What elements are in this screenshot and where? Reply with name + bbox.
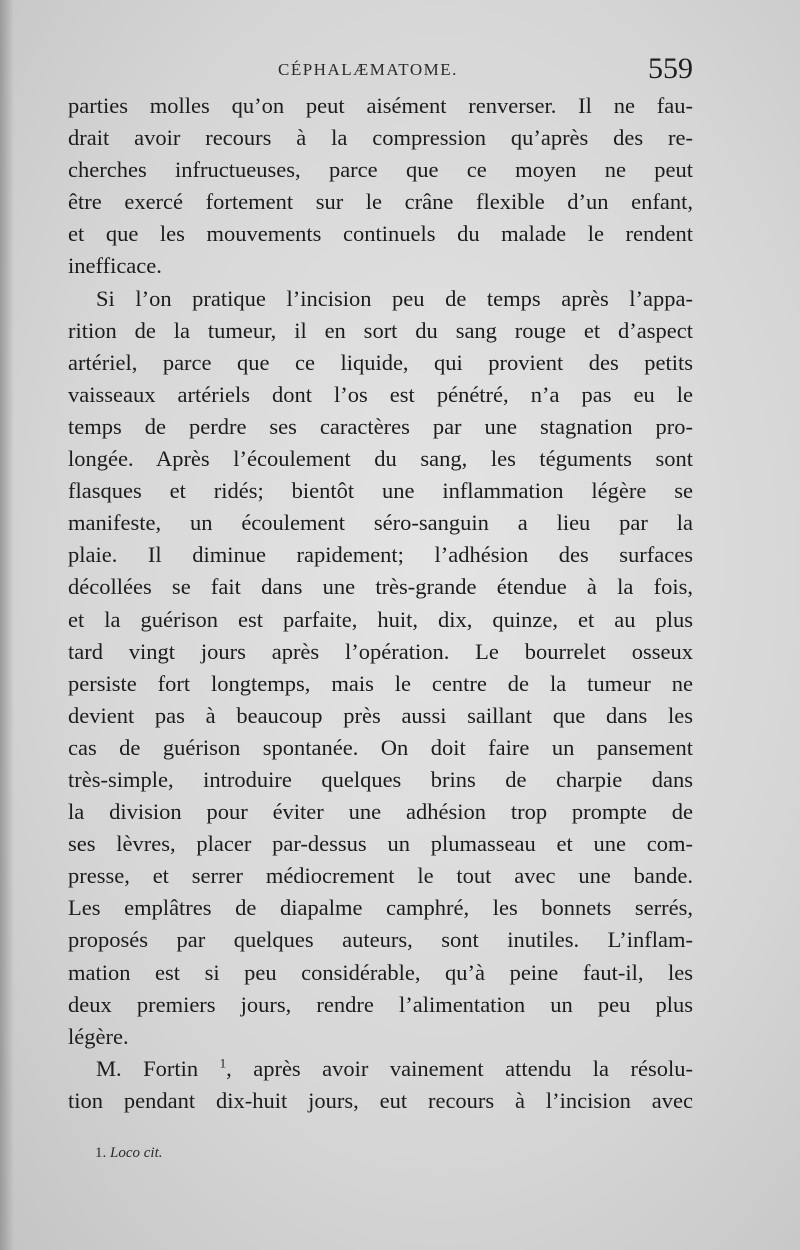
text-line: et la guérison est parfaite, huit, dix, quinze, et au plus	[68, 606, 693, 632]
text-line: mation est si peu considérable, qu’à peine faut-il, les	[68, 959, 693, 985]
text-line: rition de la tumeur, il en sort du sang rouge et d’aspect	[68, 317, 693, 343]
text-line: très-simple, introduire quelques brins de charpie dans	[68, 766, 693, 792]
text-line: deux premiers jours, rendre l’alimentation un peu plus	[68, 991, 693, 1017]
text-line: décollées se fait dans une très-grande étendue à la fois,	[68, 574, 693, 600]
text-line: flasques et ridés; bientôt une inflammation légère se	[68, 478, 693, 504]
text-line: drait avoir recours à la compression qu’après des re-	[68, 125, 693, 151]
text-line: légère.	[68, 1023, 129, 1049]
text-line: Les emplâtres de diapalme camphré, les bonnets serrés,	[68, 895, 693, 921]
text-line: la division pour éviter une adhésion trop prompte de	[68, 799, 693, 825]
page-gutter-shadow	[0, 0, 14, 1250]
footnote-text: Loco cit.	[110, 1145, 163, 1161]
page-number: 559	[648, 52, 693, 85]
text-line: tard vingt jours après l’opération. Le bourrelet osseux	[68, 638, 693, 664]
footnote-number: 1.	[95, 1145, 107, 1161]
fortin-line-rest: , après avoir vainement attendu la résolu-	[226, 1055, 693, 1081]
fortin-name: M. Fortin	[96, 1055, 199, 1081]
text-line: être exercé fortement sur le crâne flexible d’un enfant,	[68, 189, 693, 215]
text-line: Si l’on pratique l’incision peu de temps après l’appa-	[96, 285, 693, 311]
text-line: presse, et serrer médiocrement le tout avec une bande.	[68, 863, 693, 889]
text-line: persiste fort longtemps, mais le centre de la tumeur ne	[68, 670, 693, 696]
text-line: et que les mouvements continuels du malade le rendent	[68, 221, 693, 247]
text-line: inefficace.	[68, 253, 162, 279]
body-text	[68, 90, 693, 1117]
text-line: parties molles qu’on peut aisément renverser. Il ne fau-	[68, 93, 693, 118]
text-line: tion pendant dix-huit jours, eut recours à l’incision avec	[68, 1087, 693, 1113]
running-title: CÉPHALÆMATOME.	[278, 60, 458, 79]
text-line: ses lèvres, placer par-dessus un plumasseau et une com-	[68, 831, 693, 857]
text-line: temps de perdre ses caractères par une stagnation pro-	[68, 413, 693, 439]
text-line: devient pas à beaucoup près aussi saillant que dans les	[68, 702, 693, 728]
text-line: longée. Après l’écoulement du sang, les téguments sont	[68, 446, 693, 472]
footnote-mark: 1	[219, 1055, 227, 1071]
text-line-fortin	[68, 1053, 693, 1085]
text-line: vaisseaux artériels dont l’os est pénétré, n’a pas eu le	[68, 381, 693, 407]
text-line: proposés par quelques auteurs, sont inutiles. L’inflam-	[68, 927, 693, 953]
text-line: plaie. Il diminue rapidement; l’adhésion des surfaces	[68, 542, 693, 568]
text-line: artériel, parce que ce liquide, qui provient des petits	[68, 349, 693, 375]
text-line: cas de guérison spontanée. On doit faire un pansement	[68, 734, 693, 760]
text-line: manifeste, un écoulement séro-sanguin a lieu par la	[68, 510, 693, 536]
footnote	[95, 1145, 163, 1162]
text-line: cherches infructueuses, parce que ce moyen ne peut	[68, 157, 693, 183]
page-header	[68, 52, 693, 92]
